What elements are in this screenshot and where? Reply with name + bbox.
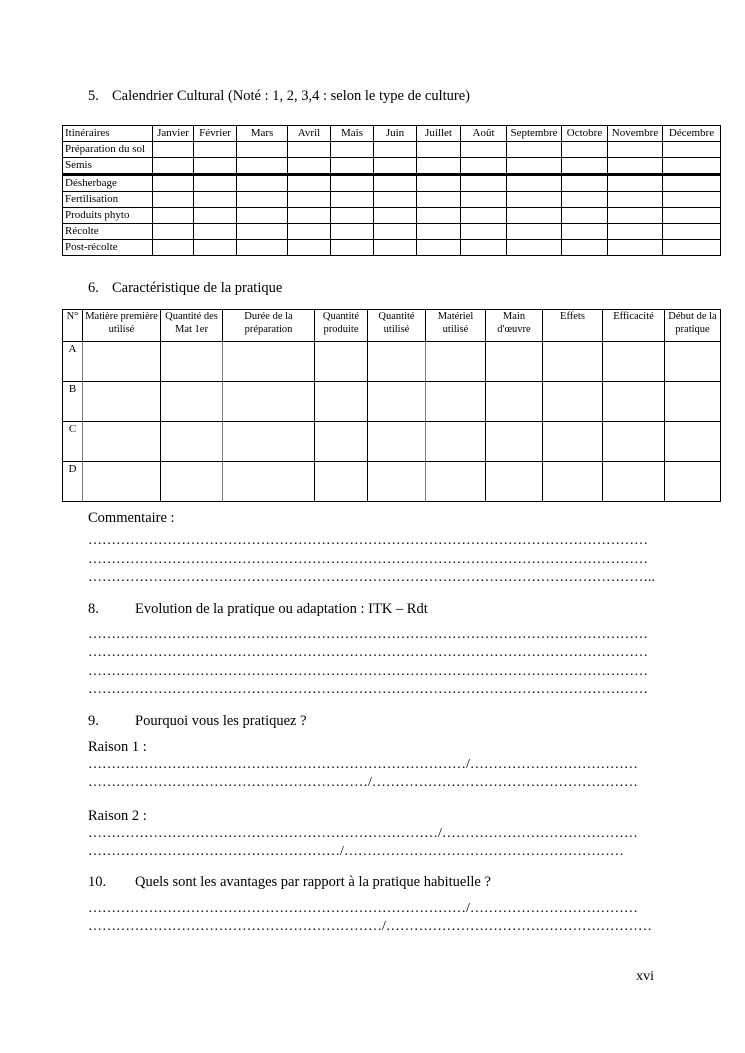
calendar-cell — [331, 224, 374, 240]
calendar-cell — [374, 208, 417, 224]
calendar-row-label: Fertilisation — [63, 192, 153, 208]
calendar-row — [63, 142, 721, 158]
practice-column-header: Durée de la préparation — [223, 310, 315, 342]
calendar-table — [62, 125, 721, 256]
calendar-row-label: Désherbage — [63, 175, 153, 192]
practice-cell — [315, 422, 368, 462]
dotted-line: ………………………………………………………………………/……………………………… — [88, 900, 638, 916]
practice-row — [63, 342, 721, 382]
calendar-cell — [608, 208, 663, 224]
calendar-cell — [153, 240, 194, 256]
calendar-cell — [608, 175, 663, 192]
dotted-line: ………………………………………………………………………………………………………….. — [88, 570, 655, 585]
calendar-cell — [461, 240, 507, 256]
calendar-cell — [153, 208, 194, 224]
calendar-cell — [374, 224, 417, 240]
calendar-month-header: Octobre — [562, 126, 608, 142]
practice-cell — [161, 382, 223, 422]
calendar-row — [63, 240, 721, 256]
calendar-cell — [194, 158, 237, 175]
calendar-cell — [194, 175, 237, 192]
calendar-cell — [194, 192, 237, 208]
calendar-cell — [562, 240, 608, 256]
section-10-heading — [88, 874, 720, 891]
practice-cell — [603, 382, 665, 422]
calendar-cell — [288, 192, 331, 208]
practice-header-row — [63, 310, 721, 342]
dotted-line: ………………………………………………………………………………………………………… — [88, 551, 648, 567]
calendar-cell — [461, 175, 507, 192]
practice-cell — [161, 342, 223, 382]
calendar-cell — [153, 142, 194, 158]
calendar-row — [63, 208, 721, 224]
practice-table — [62, 309, 721, 502]
calendar-cell — [417, 224, 461, 240]
calendar-cell — [288, 175, 331, 192]
practice-cell — [543, 422, 603, 462]
dotted-line: ……………………………………………………/………………………………………………… — [88, 775, 638, 790]
section-9-number: 9. — [88, 712, 99, 729]
calendar-month-header: Juin — [374, 126, 417, 142]
section-8-number: 8. — [88, 600, 99, 617]
practice-row — [63, 462, 721, 502]
calendar-month-header: Mais — [331, 126, 374, 142]
calendar-cell — [562, 208, 608, 224]
practice-row — [63, 422, 721, 462]
practice-body — [63, 342, 721, 502]
calendar-cell — [461, 192, 507, 208]
calendar-cell — [608, 192, 663, 208]
calendar-month-header: Août — [461, 126, 507, 142]
calendar-cell — [194, 240, 237, 256]
dotted-line: ………………………………………………………………………………………………………… — [88, 626, 648, 642]
practice-row-label: A — [63, 342, 83, 382]
calendar-row-label: Post-récolte — [63, 240, 153, 256]
calendar-cell — [663, 208, 721, 224]
practice-cell — [223, 382, 315, 422]
section-6-title: Caractéristique de la pratique — [112, 280, 283, 296]
calendar-cell — [417, 175, 461, 192]
calendar-cell — [374, 175, 417, 192]
calendar-cell — [507, 142, 562, 158]
calendar-month-header: Septembre — [507, 126, 562, 142]
calendar-cell — [461, 158, 507, 175]
calendar-cell — [608, 240, 663, 256]
calendar-cell — [194, 208, 237, 224]
commentaire-label: Commentaire : — [88, 510, 175, 526]
section-9-heading — [88, 713, 720, 730]
calendar-cell — [507, 208, 562, 224]
practice-cell — [543, 382, 603, 422]
practice-cell — [665, 382, 721, 422]
calendar-row-label: Produits phyto — [63, 208, 153, 224]
calendar-cell — [663, 240, 721, 256]
calendar-body — [63, 142, 721, 256]
practice-cell — [83, 422, 161, 462]
section-6-heading — [88, 280, 720, 297]
calendar-row — [63, 192, 721, 208]
section-10-lines — [88, 900, 720, 937]
practice-cell — [83, 462, 161, 502]
section-5-title: Calendrier Cultural (Noté : 1, 2, 3,4 : selon le type de culture) — [112, 88, 470, 104]
practice-cell — [603, 342, 665, 382]
dotted-line: …………………………………………………………………/…………………………………… — [88, 825, 638, 841]
calendar-corner-cell: Itinéraires — [63, 126, 153, 142]
raison-2-label: Raison 2 : — [88, 807, 147, 824]
practice-column-header: Main d'œuvre — [486, 310, 543, 342]
calendar-cell — [153, 192, 194, 208]
dotted-line: ………………………………………………/…………………………………………………… — [88, 844, 624, 859]
calendar-month-header: Décembre — [663, 126, 721, 142]
practice-column-header: N° — [63, 310, 83, 342]
practice-cell — [426, 342, 486, 382]
calendar-cell — [461, 224, 507, 240]
calendar-cell — [562, 158, 608, 175]
calendar-cell — [663, 142, 721, 158]
practice-cell — [368, 422, 426, 462]
section-10-title: Quels sont les avantages par rapport à la pratique habituelle ? — [135, 873, 491, 890]
calendar-cell — [417, 240, 461, 256]
practice-row-label: C — [63, 422, 83, 462]
practice-cell — [486, 382, 543, 422]
calendar-cell — [507, 158, 562, 175]
practice-cell — [83, 342, 161, 382]
calendar-cell — [194, 142, 237, 158]
calendar-cell — [288, 240, 331, 256]
calendar-cell — [331, 158, 374, 175]
calendar-month-header: Février — [194, 126, 237, 142]
calendar-cell — [194, 224, 237, 240]
practice-cell — [543, 462, 603, 502]
practice-row-label: D — [63, 462, 83, 502]
calendar-cell — [507, 240, 562, 256]
raison-1-lines — [88, 756, 720, 793]
practice-cell — [426, 382, 486, 422]
section-8-lines — [88, 626, 720, 700]
practice-cell — [161, 422, 223, 462]
page-number: xvi — [636, 969, 654, 984]
calendar-cell — [237, 224, 288, 240]
calendar-row — [63, 158, 721, 175]
dotted-line: ………………………………………………………………………………………………………… — [88, 533, 648, 548]
practice-cell — [426, 422, 486, 462]
calendar-header-row — [63, 126, 721, 142]
calendar-month-header: Janvier — [153, 126, 194, 142]
raison-2-lines — [88, 825, 720, 862]
section-8-title: Evolution de la pratique ou adaptation : ITK – Rdt — [135, 600, 428, 617]
calendar-cell — [562, 175, 608, 192]
calendar-month-header: Juillet — [417, 126, 461, 142]
calendar-cell — [331, 208, 374, 224]
calendar-cell — [288, 142, 331, 158]
calendar-cell — [331, 192, 374, 208]
calendar-cell — [237, 158, 288, 175]
calendar-cell — [153, 175, 194, 192]
dotted-line: ………………………………………………………………………………………………………… — [88, 663, 648, 679]
calendar-cell — [374, 142, 417, 158]
practice-column-header: Quantité utilisé — [368, 310, 426, 342]
calendar-month-header: Mars — [237, 126, 288, 142]
calendar-cell — [663, 175, 721, 192]
calendar-month-header: Avril — [288, 126, 331, 142]
calendar-cell — [331, 142, 374, 158]
practice-cell — [315, 462, 368, 502]
calendar-cell — [288, 158, 331, 175]
dotted-line: ………………………………………………………………………………………………………… — [88, 645, 648, 660]
calendar-cell — [288, 208, 331, 224]
calendar-cell — [608, 158, 663, 175]
calendar-cell — [663, 158, 721, 175]
calendar-cell — [507, 175, 562, 192]
practice-cell — [665, 462, 721, 502]
calendar-cell — [417, 208, 461, 224]
practice-cell — [223, 422, 315, 462]
practice-column-header: Effets — [543, 310, 603, 342]
practice-cell — [665, 342, 721, 382]
calendar-cell — [417, 192, 461, 208]
calendar-cell — [237, 192, 288, 208]
calendar-cell — [374, 192, 417, 208]
practice-cell — [315, 342, 368, 382]
practice-column-header: Matériel utilisé — [426, 310, 486, 342]
practice-cell — [486, 462, 543, 502]
calendar-cell — [374, 158, 417, 175]
calendar-cell — [608, 224, 663, 240]
calendar-cell — [237, 240, 288, 256]
calendar-row-label: Récolte — [63, 224, 153, 240]
practice-cell — [603, 462, 665, 502]
practice-cell — [223, 342, 315, 382]
calendar-cell — [562, 224, 608, 240]
practice-cell — [426, 462, 486, 502]
dotted-line: ………………………………………………………………………/……………………………… — [88, 756, 638, 772]
practice-column-header: Quantité des Mat 1er — [161, 310, 223, 342]
calendar-cell — [153, 224, 194, 240]
practice-cell — [368, 382, 426, 422]
practice-cell — [161, 462, 223, 502]
practice-row-label: B — [63, 382, 83, 422]
practice-cell — [543, 342, 603, 382]
calendar-cell — [562, 142, 608, 158]
calendar-cell — [608, 142, 663, 158]
practice-cell — [368, 462, 426, 502]
section-9-title: Pourquoi vous les pratiquez ? — [135, 712, 307, 729]
calendar-cell — [461, 142, 507, 158]
calendar-cell — [153, 158, 194, 175]
section-5-heading — [88, 88, 720, 105]
calendar-cell — [507, 192, 562, 208]
commentaire-lines — [88, 532, 720, 588]
dotted-line: ………………………………………………………………………………………………………… — [88, 682, 648, 697]
practice-cell — [315, 382, 368, 422]
section-5-number: 5. — [88, 88, 99, 104]
practice-cell — [223, 462, 315, 502]
raison-1-label: Raison 1 : — [88, 738, 147, 755]
practice-column-header: Quantité produite — [315, 310, 368, 342]
practice-cell — [486, 342, 543, 382]
practice-column-header: Efficacité — [603, 310, 665, 342]
calendar-cell — [237, 142, 288, 158]
calendar-cell — [663, 224, 721, 240]
calendar-cell — [288, 224, 331, 240]
calendar-row — [63, 175, 721, 192]
practice-cell — [368, 342, 426, 382]
calendar-cell — [237, 208, 288, 224]
calendar-month-header: Novembre — [608, 126, 663, 142]
practice-row — [63, 382, 721, 422]
calendar-cell — [562, 192, 608, 208]
dotted-line: ………………………………………………………/………………………………………………… — [88, 919, 652, 934]
practice-cell — [486, 422, 543, 462]
practice-column-header: Matière première utilisé — [83, 310, 161, 342]
practice-column-header: Début de la pratique — [665, 310, 721, 342]
calendar-cell — [417, 142, 461, 158]
calendar-cell — [507, 224, 562, 240]
calendar-cell — [461, 208, 507, 224]
practice-cell — [83, 382, 161, 422]
section-8-heading — [88, 601, 720, 618]
section-6-number: 6. — [88, 280, 99, 296]
practice-cell — [665, 422, 721, 462]
calendar-row — [63, 224, 721, 240]
calendar-row-label: Préparation du sol — [63, 142, 153, 158]
calendar-cell — [331, 175, 374, 192]
calendar-cell — [417, 158, 461, 175]
calendar-cell — [331, 240, 374, 256]
practice-cell — [603, 422, 665, 462]
calendar-cell — [663, 192, 721, 208]
section-10-number: 10. — [88, 873, 107, 890]
calendar-row-label: Semis — [63, 158, 153, 175]
calendar-cell — [237, 175, 288, 192]
calendar-cell — [374, 240, 417, 256]
